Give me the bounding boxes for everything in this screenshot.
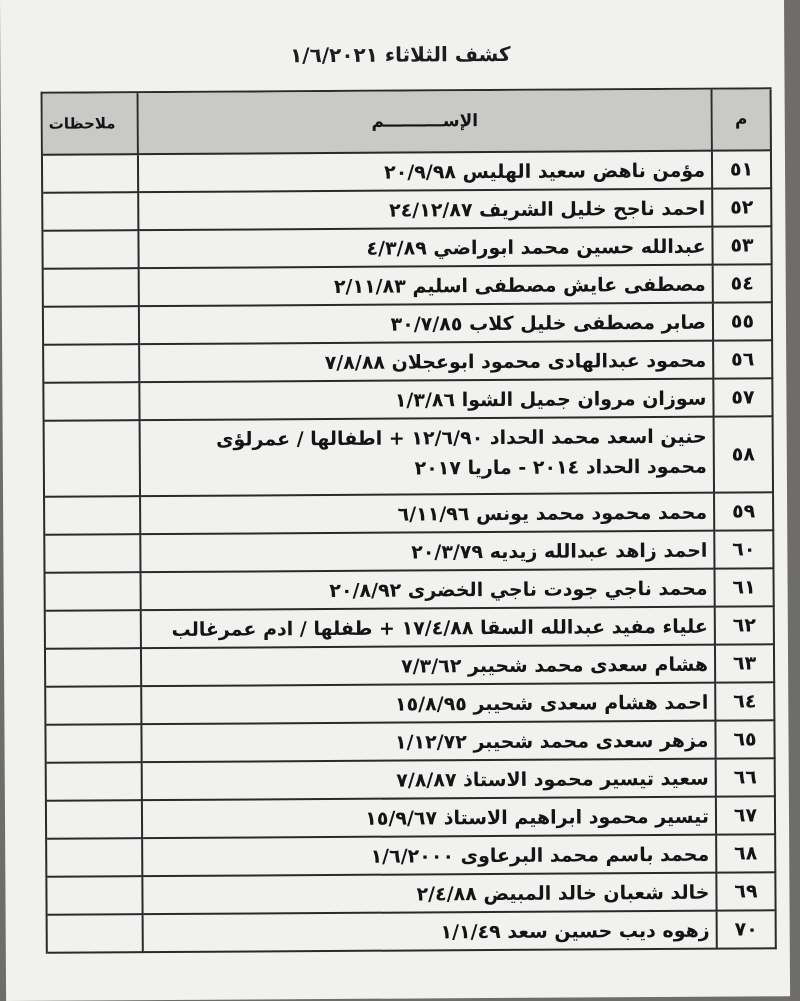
name-cell: مؤمن ناهض سعيد الهليس ٢٠/٩/٩٨ (139, 152, 713, 194)
row-number-cell: ٥٢ (713, 189, 772, 227)
name-cell: هشام سعدى محمد شحيبر ٧/٣/٦٢ (142, 646, 716, 688)
row-number-cell: ٦٢ (716, 607, 775, 645)
row-number-cell: ٥٩ (715, 493, 774, 531)
notes-cell (45, 421, 141, 498)
name-cell: محمد ناجي جودت ناجي الخضرى ٢٠/٨/٩٢ (142, 570, 716, 612)
name-cell: عبدالله حسين محمد ابوراضي ٤/٣/٨٩ (139, 228, 713, 270)
row-number-cell: ٦٦ (717, 759, 776, 797)
name-cell: محمد باسم محمد البرعاوى ١/٦/٢٠٠٠ (143, 836, 717, 878)
header-number: م (713, 89, 772, 151)
row-number-cell: ٦٥ (716, 721, 775, 759)
row-number-cell: ٦١ (715, 569, 774, 607)
row-number-cell: ٧٠ (718, 911, 777, 949)
name-cell: احمد هشام سعدى شحيبر ١٥/٨/٩٥ (142, 684, 716, 726)
row-number-cell: ٦٤ (716, 683, 775, 721)
name-cell: احمد ناجح خليل الشريف ٢٤/١٢/٨٧ (139, 190, 713, 232)
name-cell: مزهر سعدى محمد شحيبر ١/١٢/٧٢ (142, 722, 716, 764)
name-cell: تيسير محمود ابراهيم الاستاذ ١٥/٩/٦٧ (143, 798, 717, 840)
notes-cell (45, 497, 141, 536)
row-number-cell: ٥٤ (714, 265, 773, 303)
notes-cell (43, 155, 139, 194)
notes-cell (46, 611, 142, 650)
name-cell: محمد محمود محمد يونس ٦/١١/٩٦ (141, 494, 715, 536)
row-number-cell: ٥١ (713, 151, 772, 189)
notes-cell (46, 573, 142, 612)
notes-cell (43, 231, 139, 270)
notes-cell (46, 725, 142, 764)
notes-cell (45, 535, 141, 574)
name-cell: مصطفى عايش مصطفى اسليم ٢/١١/٨٣ (140, 266, 714, 308)
name-cell: علياء مفيد عبدالله السقا ١٧/٤/٨٨ + طفلها / ادم عمرغالب (142, 608, 716, 650)
notes-cell (44, 383, 140, 422)
row-number-cell: ٥٦ (714, 341, 773, 379)
row-number-cell: ٦٩ (717, 873, 776, 911)
notes-cell (47, 877, 143, 916)
notes-cell (46, 687, 142, 726)
row-number-cell: ٦٧ (717, 797, 776, 835)
notes-cell (44, 269, 140, 308)
notes-cell (47, 801, 143, 840)
notes-cell (47, 763, 143, 802)
page-title: كشف الثلاثاء ١/٦/٢٠٢١ (289, 41, 511, 68)
name-cell: سوزان مروان جميل الشوا ١/٣/٨٦ (140, 380, 714, 422)
name-cell: احمد زاهد عبدالله زيديه ٢٠/٣/٧٩ (141, 532, 715, 574)
names-table (41, 87, 777, 953)
notes-cell (44, 307, 140, 346)
row-number-cell: ٥٥ (714, 303, 773, 341)
name-cell: خالد شعبان خالد المبيض ٢/٤/٨٨ (143, 874, 717, 916)
name-cell: محمود عبدالهادى محمود ابوعجلان ٧/٨/٨٨ (140, 342, 714, 384)
row-number-cell: ٥٨ (715, 417, 774, 493)
notes-cell (47, 839, 143, 878)
notes-cell (48, 915, 144, 954)
row-number-cell: ٥٣ (713, 227, 772, 265)
header-name: الإســــــــــم (139, 90, 713, 156)
row-number-cell: ٥٧ (714, 379, 773, 417)
name-cell: صابر مصطفى خليل كلاب ٣٠/٧/٨٥ (140, 304, 714, 346)
notes-cell (43, 193, 139, 232)
name-cell: زهوه ديب حسين سعد ١/١/٤٩ (144, 912, 718, 954)
name-cell: سعيد تيسير محمود الاستاذ ٧/٨/٨٧ (143, 760, 717, 802)
notes-cell (44, 345, 140, 384)
header-notes: ملاحظات (43, 93, 139, 156)
name-cell: حنين اسعد محمد الحداد ١٢/٦/٩٠ + اطفالها / عمرلؤى محمود الحداد ٢٠١٤ - ماريا ٢٠١٧ (141, 418, 715, 498)
notes-cell (46, 649, 142, 688)
row-number-cell: ٦٨ (717, 835, 776, 873)
row-number-cell: ٦٠ (715, 531, 774, 569)
row-number-cell: ٦٣ (716, 645, 775, 683)
